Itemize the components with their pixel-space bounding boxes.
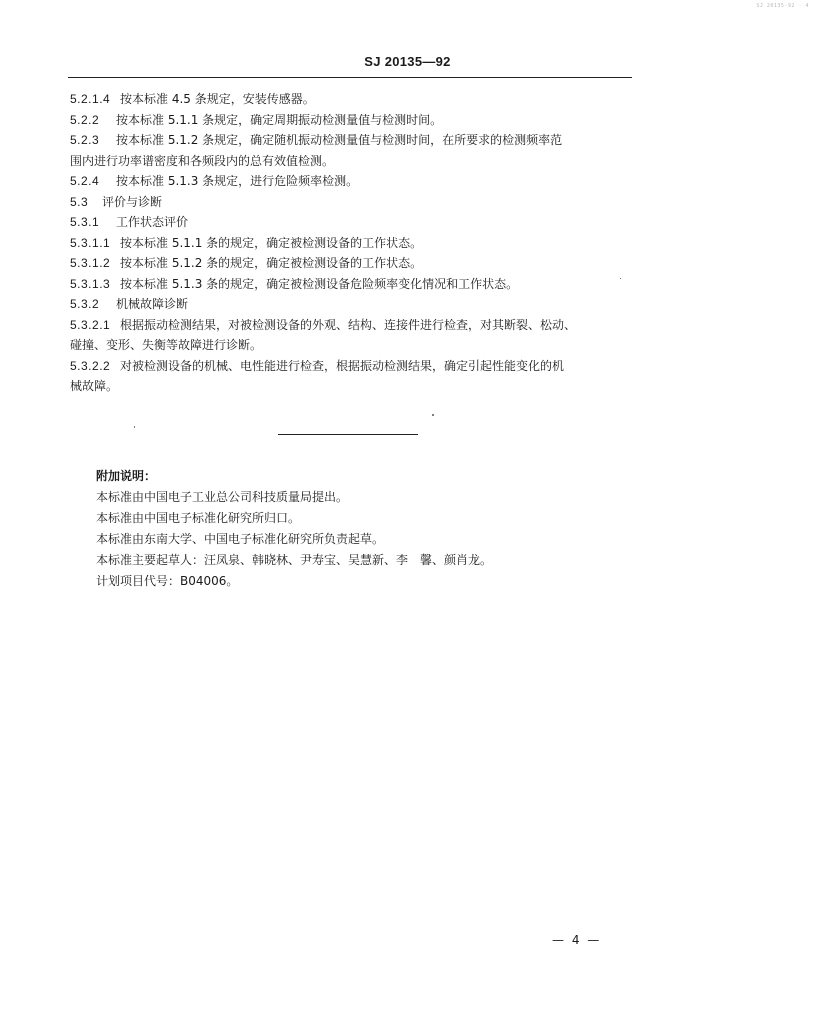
clause-text: 按本标准 5.1.3 条的规定，确定被检测设备危险频率变化情况和工作状态。 xyxy=(120,276,519,291)
clause-text: 按本标准 5.1.1 条的规定，确定被检测设备的工作状态。 xyxy=(120,235,423,250)
clause-line xyxy=(70,356,632,377)
clause-number: 5.3.1 xyxy=(70,215,100,229)
header-divider xyxy=(68,77,632,78)
scan-watermark: SJ 20135-92 · 4 xyxy=(756,3,809,9)
clause-number: 5.3.2.1 xyxy=(70,317,111,332)
clause-text: 机械故障诊断 xyxy=(116,297,189,311)
notes-line: 本标准由中国电子工业总公司科技质量局提出。 xyxy=(96,490,349,504)
scan-speck xyxy=(134,426,135,428)
section-heading xyxy=(70,212,632,233)
clause-text: 碰撞、变形、失衡等故障进行诊断。 xyxy=(70,338,263,352)
notes-line: 本标准由东南大学、中国电子标准化研究所负责起草。 xyxy=(96,532,385,546)
clause-text: 按本标准 5.1.2 条的规定，确定被检测设备的工作状态。 xyxy=(120,256,423,270)
clause-text: 根据振动检测结果，对被检测设备的外观、结构、连接件进行检查，对其断裂、松动、 xyxy=(120,317,577,332)
clause-text: 按本标准 5.1.2 条规定，确定随机振动检测量值与检测时间，在所要求的检测频率范 xyxy=(116,133,563,147)
clause-number: 5.2.2 xyxy=(70,112,100,127)
clause-text: 评价与诊断 xyxy=(102,194,163,209)
clause-line xyxy=(70,274,632,295)
clause-number: 5.3.2.2 xyxy=(70,358,111,373)
clause-line xyxy=(70,253,632,274)
clause-continuation xyxy=(70,376,632,397)
scan-speck xyxy=(432,414,434,416)
clause-line xyxy=(70,130,632,151)
clause-number: 5.3.1.2 xyxy=(70,256,111,270)
notes-line: 计划项目代号：B04006。 xyxy=(96,574,239,588)
clause-number: 5.3 xyxy=(70,194,89,209)
section-heading xyxy=(70,192,632,213)
clause-text: 对被检测设备的机械、电性能进行检查，根据振动检测结果，确定引起性能变化的机 xyxy=(120,358,565,373)
clause-number: 5.3.1.1 xyxy=(70,235,111,250)
clause-number: 5.2.4 xyxy=(70,174,100,188)
clause-text: 按本标准 4.5 条规定，安装传感器。 xyxy=(120,92,315,106)
clause-number: 5.2.3 xyxy=(70,133,100,147)
clause-text: 工作状态评价 xyxy=(116,215,189,229)
notes-title: 附加说明： xyxy=(96,469,157,483)
clause-number: 5.3.1.3 xyxy=(70,276,111,291)
clause-list xyxy=(70,89,632,397)
clause-number: 5.3.2 xyxy=(70,297,100,311)
standard-code-header: SJ 20135—92 xyxy=(364,54,451,69)
clause-continuation xyxy=(70,151,632,172)
clause-line xyxy=(70,110,632,131)
clause-number: 5.2.1.4 xyxy=(70,92,111,106)
page-number: — 4 — xyxy=(552,933,602,947)
clause-text: 械故障。 xyxy=(70,379,119,393)
clause-line xyxy=(70,171,632,192)
clause-line xyxy=(70,233,632,254)
additional-notes xyxy=(96,466,616,592)
clause-continuation xyxy=(70,335,632,356)
clause-line xyxy=(70,315,632,336)
notes-line: 本标准主要起草人：汪凤泉、韩晓林、尹寿宝、吴慧新、李 馨、颜肖龙。 xyxy=(96,553,493,567)
clause-text: 围内进行功率谱密度和各频段内的总有效值检测。 xyxy=(70,153,335,168)
end-of-text-rule xyxy=(278,434,418,435)
clause-line xyxy=(70,89,632,110)
clause-text: 按本标准 5.1.1 条规定，确定周期振动检测量值与检测时间。 xyxy=(116,112,443,127)
notes-line: 本标准由中国电子标准化研究所归口。 xyxy=(96,511,301,525)
clause-text: 按本标准 5.1.3 条规定，进行危险频率检测。 xyxy=(116,174,359,188)
scan-speck xyxy=(620,278,621,279)
section-heading xyxy=(70,294,632,315)
